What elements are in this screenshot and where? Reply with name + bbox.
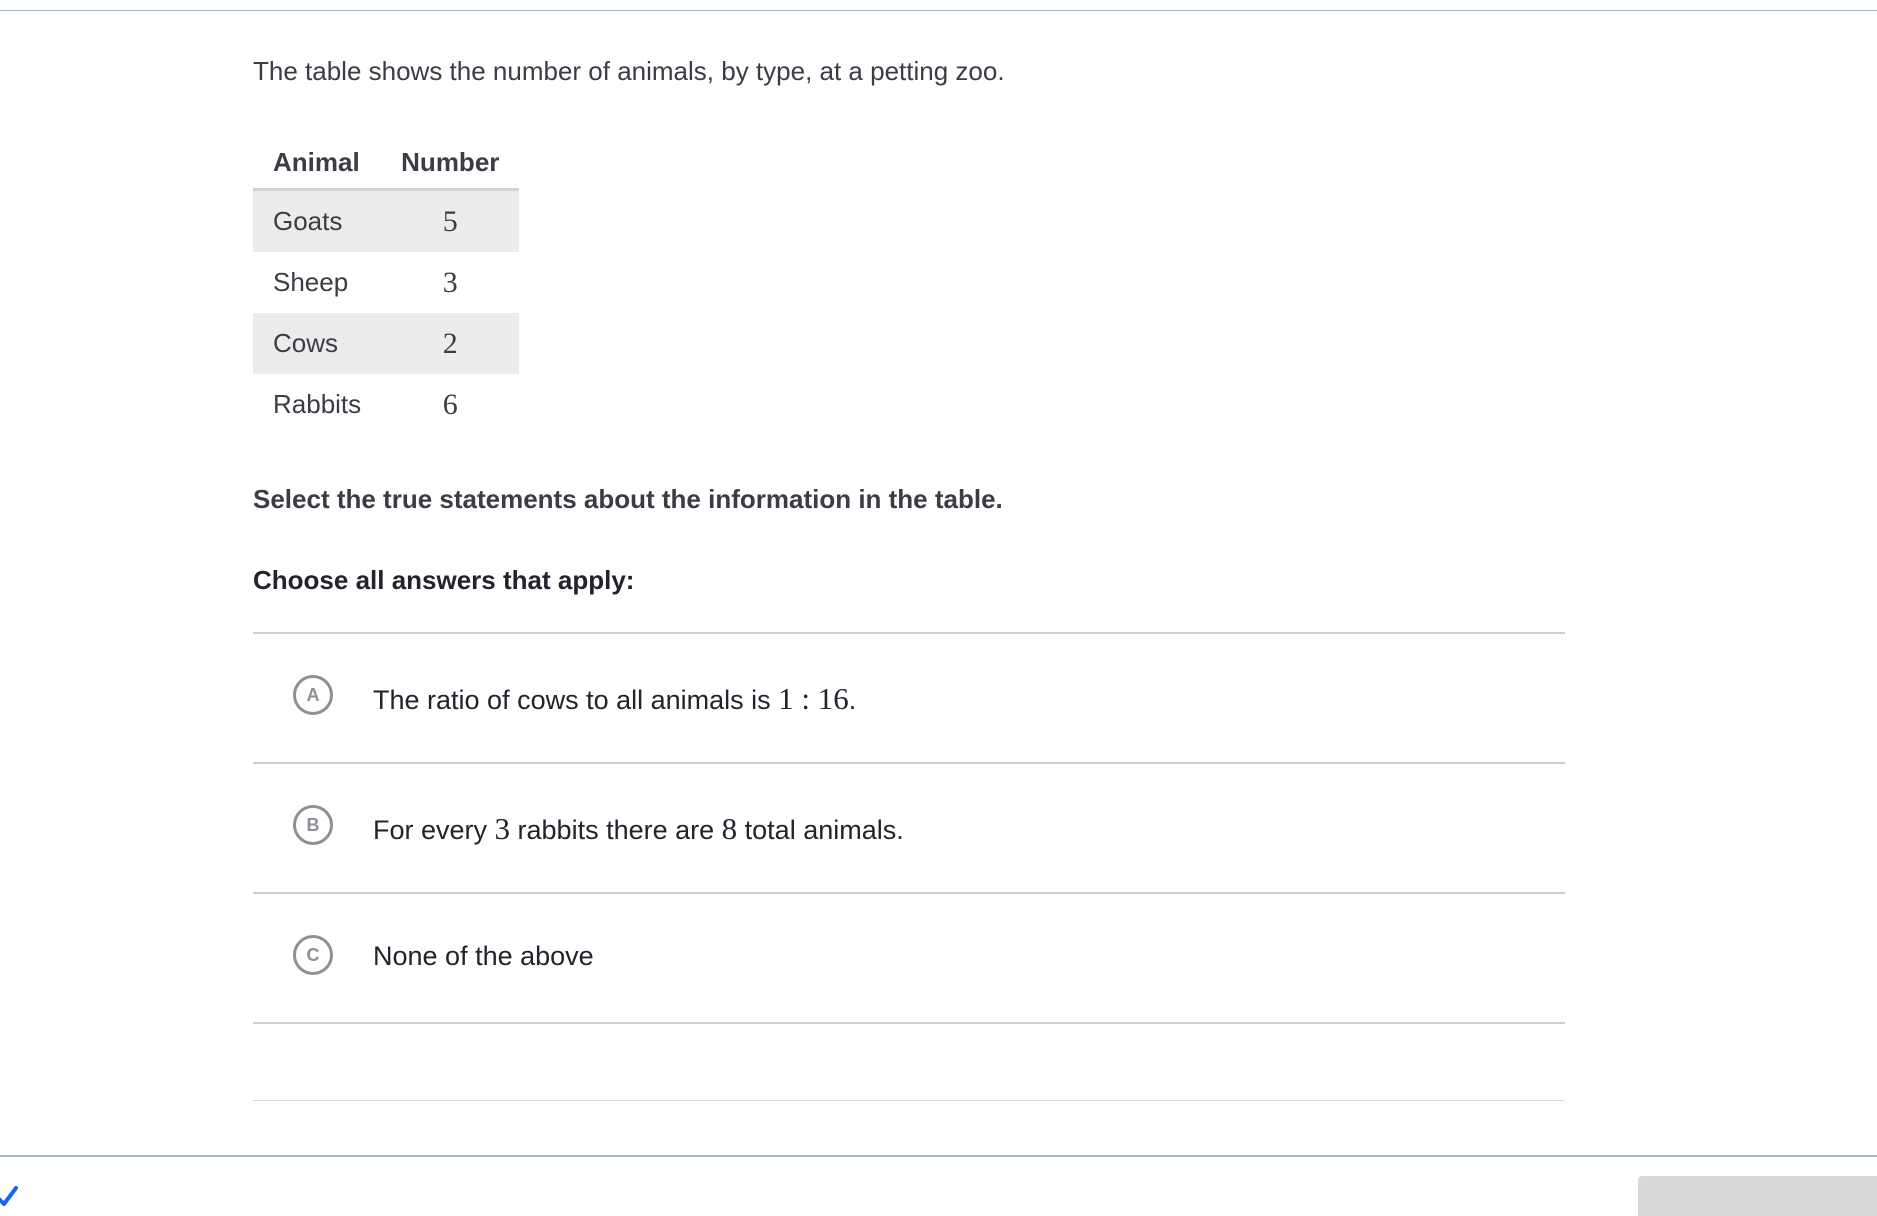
table-row bbox=[253, 313, 519, 374]
content-bottom-divider bbox=[253, 1100, 1565, 1101]
choice-a-text-before: The ratio of cows to all animals is bbox=[373, 685, 779, 715]
animal-cell: Sheep bbox=[273, 267, 349, 297]
animals-table bbox=[253, 136, 519, 435]
column-header-animal: Animal bbox=[253, 136, 381, 190]
choice-b-text bbox=[373, 811, 904, 847]
number-cell: 6 bbox=[442, 387, 458, 421]
choice-a-text-after: . bbox=[848, 685, 857, 715]
choice-b-text-before: For every bbox=[373, 815, 495, 845]
number-cell: 2 bbox=[381, 313, 519, 374]
top-divider bbox=[0, 10, 1877, 11]
choice-a-math: 1 : 16 bbox=[778, 681, 849, 716]
table-row bbox=[253, 190, 519, 253]
choice-c-text-before: None of the above bbox=[373, 941, 594, 971]
answer-instruction: Choose all answers that apply: bbox=[253, 565, 635, 595]
checkmark-icon bbox=[0, 1186, 22, 1206]
choice-b-text-after: total animals. bbox=[737, 815, 904, 845]
number-cell: 5 bbox=[381, 190, 519, 253]
choice-c-letter-icon: C bbox=[293, 935, 333, 975]
choice-a-letter-icon: A bbox=[293, 675, 333, 715]
animal-cell: Rabbits bbox=[273, 389, 362, 419]
column-header-number: Number bbox=[381, 136, 519, 190]
table-row bbox=[253, 374, 519, 435]
choice-a[interactable] bbox=[253, 634, 1565, 764]
choice-c[interactable] bbox=[253, 894, 1565, 1024]
choice-c-text bbox=[373, 941, 594, 972]
check-answer-button[interactable] bbox=[1638, 1176, 1877, 1216]
choice-b-math: 3 bbox=[494, 811, 511, 846]
number-cell: 3 bbox=[442, 265, 458, 299]
table-row bbox=[253, 252, 519, 313]
choice-b-letter-icon: B bbox=[293, 805, 333, 845]
choice-b-math-2: 8 bbox=[721, 811, 738, 846]
animal-cell: Goats bbox=[253, 190, 381, 253]
table-header-row bbox=[253, 136, 519, 190]
choice-b-text-middle: rabbits there are bbox=[510, 815, 722, 845]
question-prompt: Select the true statements about the information in the table. bbox=[253, 484, 1003, 514]
choice-b[interactable] bbox=[253, 764, 1565, 894]
animal-cell: Cows bbox=[253, 313, 381, 374]
answer-choices bbox=[253, 632, 1565, 1024]
question-intro: The table shows the number of animals, by type, at a petting zoo. bbox=[253, 56, 1005, 86]
footer-divider bbox=[0, 1155, 1877, 1157]
choice-a-text bbox=[373, 681, 856, 717]
